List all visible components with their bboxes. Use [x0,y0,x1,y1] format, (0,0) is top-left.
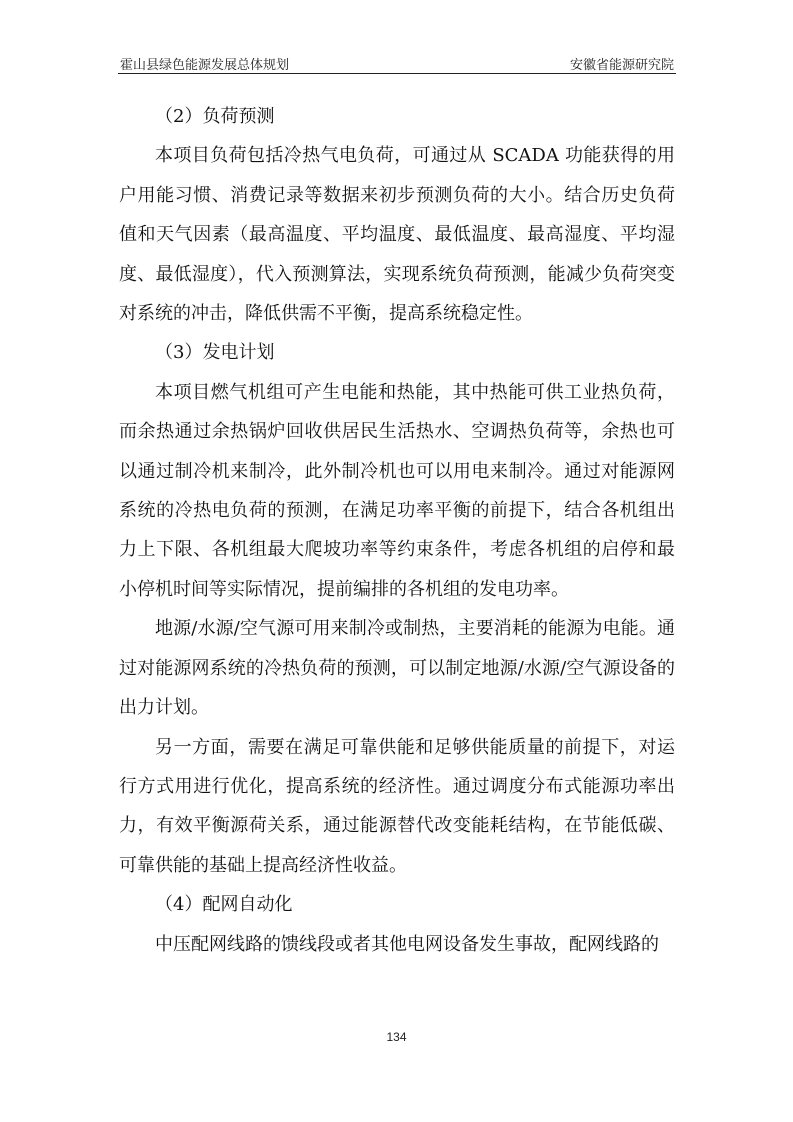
organization-name: 安徽省能源研究院 [569,58,674,73]
page-number: 134 [386,1030,407,1044]
paragraph-optimization: 另一方面，需要在满足可靠供能和足够供能质量的前提下，对运行方式用进行优化，提高系统的经济性。通过调度分布式能源功率出力，有效平衡源荷关系，通过能源替代改变能耗结构，在节能低碳、可靠供能的基础上提高经济性收益。 [119,736,675,876]
page-header [118,52,676,74]
page-body [119,97,675,964]
paragraph-heat-source: 地源/水源/空气源可用来制冷或制热，主要消耗的能源为电能。通过对能源网系统的冷热负荷的预测，可以制定地源/水源/空气源设备的出力计划。 [119,618,675,719]
section-heading-generation-plan: （3）发电计划 [155,342,275,364]
paragraph-distribution-automation: 中压配网线路的馈线段或者其他电网设备发生事故，配网线路的 [155,933,659,955]
section-heading-distribution-automation: （4）配网自动化 [155,894,293,916]
paragraph-load-forecast: 本项目负荷包括冷热气电负荷，可通过从 SCADA 功能获得的用户用能习惯、消费记录等数据来初步预测负荷的大小。结合历史负荷值和天气因素（最高温度、平均温度、最低温度、最高湿度、平均湿度、最低湿度），代入预测算法，实现系统负荷预测，能减少负荷突变对系统的冲击，降低供需不平衡，提高系统稳定性。 [119,145,675,325]
document-title: 霍山县绿色能源发展总体规划 [120,58,290,73]
paragraph-generation-plan: 本项目燃气机组可产生电能和热能，其中热能可供工业热负荷，而余热通过余热锅炉回收供居民生活热水、空调热负荷等，余热也可以通过制冷机来制冷，此外制冷机也可以用电来制冷。通过对能源网系统的冷热电负荷的预测，在满足功率平衡的前提下，结合各机组出力上下限、各机组最大爬坡功率等约束条件，考虑各机组的启停和最小停机时间等实际情况，提前编排的各机组的发电功率。 [119,381,675,600]
header-divider [118,73,676,74]
section-heading-load-forecast: （2）负荷预测 [155,106,275,127]
